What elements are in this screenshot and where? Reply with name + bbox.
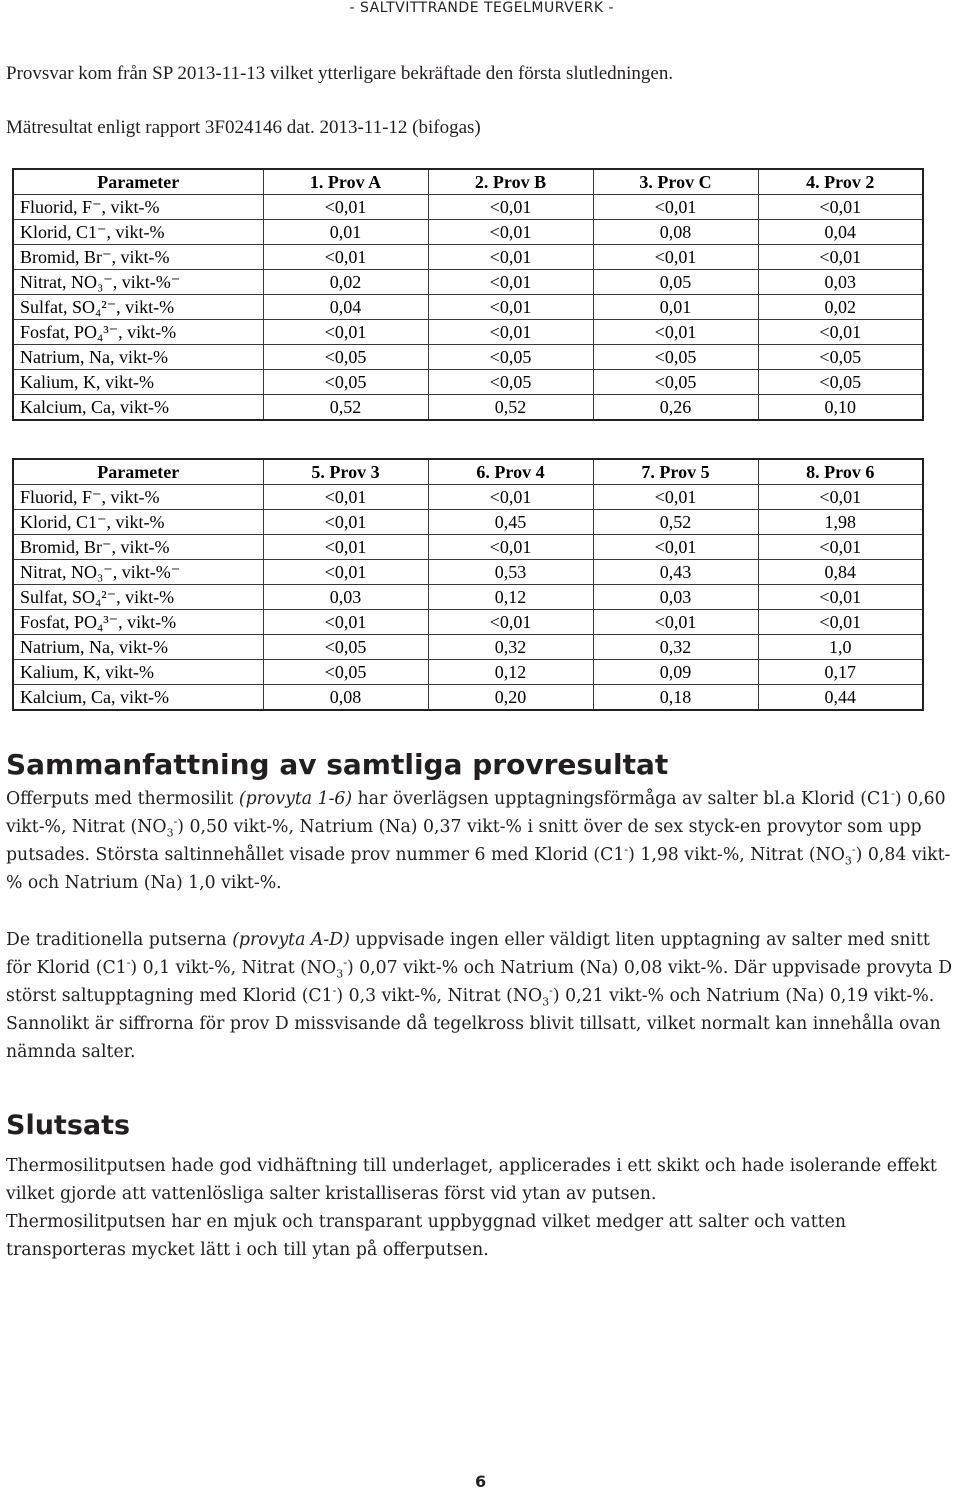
value-cell: 0,04 [758,220,923,245]
value-cell: 0,10 [758,395,923,421]
value-cell: 0,44 [758,685,923,711]
parameter-cell: Kalium, K, vikt-% [13,370,263,395]
parameter-cell: Kalcium, Ca, vikt-% [13,685,263,711]
value-cell: <0,01 [428,245,593,270]
table-row [13,685,923,711]
value-cell: 0,05 [593,270,758,295]
value-cell: <0,01 [428,610,593,635]
table-row [13,295,923,320]
value-cell: <0,01 [428,295,593,320]
parameter-cell: Klorid, C1⁻, vikt-% [13,220,263,245]
column-header-sample: 4. Prov 2 [758,169,923,195]
value-cell: <0,01 [758,535,923,560]
running-header: - SALTVITTRANDE TEGELMURVERK - [349,0,614,16]
value-cell: <0,01 [593,535,758,560]
parameter-cell: Fosfat, PO₄³⁻, vikt-% [13,320,263,345]
value-cell: <0,01 [263,610,428,635]
table-header-row [13,459,923,485]
value-cell: <0,05 [428,345,593,370]
value-cell: <0,05 [758,345,923,370]
table-row [13,220,923,245]
value-cell: <0,05 [263,345,428,370]
value-cell: 0,02 [758,295,923,320]
value-cell: 0,02 [263,270,428,295]
page-number: 6 [475,1472,487,1491]
value-cell: <0,01 [263,560,428,585]
value-cell: <0,01 [758,610,923,635]
results-table-2 [12,458,924,711]
conclusion-paragraph-2: Thermosilitputsen har en mjuk och transparant uppbyggnad vilket medger att salter och vatten transporteras mycket lätt i och till ytan på offerputsen. [6,1212,846,1260]
table-row [13,535,923,560]
table-header-row [13,169,923,195]
value-cell: <0,01 [428,320,593,345]
intro-line-1: Provsvar kom från SP 2013-11-13 vilket ytterligare bekräftade den första slutledningen. [6,63,674,84]
value-cell: 0,52 [593,510,758,535]
value-cell: <0,05 [758,370,923,395]
table-row [13,660,923,685]
value-cell: 0,45 [428,510,593,535]
value-cell: <0,01 [428,270,593,295]
column-header-sample: 5. Prov 3 [263,459,428,485]
parameter-cell: Nitrat, NO₃⁻, vikt-%⁻ [13,270,263,295]
table-row [13,560,923,585]
parameter-cell: Bromid, Br⁻, vikt-% [13,535,263,560]
parameter-cell: Fluorid, F⁻, vikt-% [13,195,263,220]
value-cell: <0,01 [263,485,428,510]
value-cell: 1,98 [758,510,923,535]
summary-heading: Sammanfattning av samtliga provresultat [6,748,669,781]
parameter-cell: Fluorid, F⁻, vikt-% [13,485,263,510]
value-cell: 1,0 [758,635,923,660]
intro-line-2: Mätresultat enligt rapport 3F024146 dat. 2013-11-12 (bifogas) [6,117,481,138]
value-cell: 0,08 [263,685,428,711]
value-cell: 0,32 [428,635,593,660]
value-cell: 0,12 [428,660,593,685]
parameter-cell: Natrium, Na, vikt-% [13,345,263,370]
value-cell: 0,12 [428,585,593,610]
value-cell: <0,01 [758,195,923,220]
table-row [13,320,923,345]
parameter-cell: Kalium, K, vikt-% [13,660,263,685]
conclusion-heading: Slutsats [6,1110,131,1141]
parameter-cell: Klorid, C1⁻, vikt-% [13,510,263,535]
parameter-cell: Bromid, Br⁻, vikt-% [13,245,263,270]
value-cell: <0,01 [263,195,428,220]
column-header-sample: 3. Prov C [593,169,758,195]
value-cell: <0,01 [263,245,428,270]
column-header-sample: 2. Prov B [428,169,593,195]
value-cell: <0,01 [593,245,758,270]
value-cell: 0,03 [263,585,428,610]
value-cell: 0,03 [593,585,758,610]
value-cell: <0,01 [593,485,758,510]
value-cell: 0,04 [263,295,428,320]
table-row [13,245,923,270]
value-cell: 0,08 [593,220,758,245]
value-cell: 0,52 [263,395,428,421]
table-row [13,635,923,660]
column-header-sample: 1. Prov A [263,169,428,195]
value-cell: <0,05 [428,370,593,395]
column-header-sample: 8. Prov 6 [758,459,923,485]
column-header-sample: 7. Prov 5 [593,459,758,485]
value-cell: 0,01 [263,220,428,245]
conclusion-paragraph-1: Thermosilitputsen hade god vidhäftning till underlaget, applicerades i ett skikt och hade isolerande effekt vilket gjorde att vattenlösliga salter kristalliseras först vid ytan av putsen. [6,1156,937,1204]
column-header-parameter: Parameter [13,169,263,195]
value-cell: <0,05 [263,370,428,395]
value-cell: <0,01 [593,610,758,635]
parameter-cell: Natrium, Na, vikt-% [13,635,263,660]
table-row [13,485,923,510]
value-cell: <0,01 [593,195,758,220]
value-cell: 0,32 [593,635,758,660]
value-cell: <0,05 [263,635,428,660]
table-row [13,395,923,421]
value-cell: <0,01 [263,320,428,345]
value-cell: 0,26 [593,395,758,421]
value-cell: 0,43 [593,560,758,585]
value-cell: <0,05 [593,370,758,395]
table-row [13,345,923,370]
value-cell: <0,01 [428,220,593,245]
value-cell: 0,09 [593,660,758,685]
value-cell: 0,84 [758,560,923,585]
value-cell: <0,01 [428,535,593,560]
column-header-parameter: Parameter [13,459,263,485]
value-cell: <0,01 [263,535,428,560]
table-row [13,370,923,395]
table-row [13,585,923,610]
value-cell: 0,52 [428,395,593,421]
value-cell: <0,01 [758,585,923,610]
parameter-cell: Sulfat, SO₄²⁻, vikt-% [13,295,263,320]
value-cell: 0,01 [593,295,758,320]
value-cell: <0,05 [263,660,428,685]
value-cell: 0,03 [758,270,923,295]
table-row [13,195,923,220]
value-cell: 0,53 [428,560,593,585]
results-table-1 [12,168,924,421]
table-row [13,270,923,295]
value-cell: <0,01 [758,245,923,270]
conclusion-text [6,1152,956,1264]
summary-paragraph-1: Offerputs med thermosilit (provyta 1-6) har överlägsen upptagningsförmåga av salter bl.a Klorid (C1-) 0,60 vikt-%, Nitrat $(NO_3^-)$ 0,50 vikt-%, Natrium (Na) 0,37 vikt-% i snitt över de sex styck-en provytor som upp putsades. Största saltinnehållet visade prov nummer 6 med Klorid (C1-) 1,98 vikt-%, Nitrat $(NO_3^-)$ 0,84 vikt-% och Natrium (Na) 1,0 vikt-%. [6,787,951,893]
table-row [13,610,923,635]
value-cell: 0,20 [428,685,593,711]
value-cell: <0,05 [593,345,758,370]
parameter-cell: Kalcium, Ca, vikt-% [13,395,263,421]
value-cell: <0,01 [263,510,428,535]
parameter-cell: Nitrat, NO₃⁻, vikt-%⁻ [13,560,263,585]
table-row [13,510,923,535]
value-cell: <0,01 [758,485,923,510]
value-cell: <0,01 [428,485,593,510]
parameter-cell: Fosfat, PO₄³⁻, vikt-% [13,610,263,635]
value-cell: 0,17 [758,660,923,685]
value-cell: <0,01 [593,320,758,345]
column-header-sample: 6. Prov 4 [428,459,593,485]
value-cell: 0,18 [593,685,758,711]
value-cell: <0,01 [758,320,923,345]
parameter-cell: Sulfat, SO₄²⁻, vikt-% [13,585,263,610]
summary-paragraph-2: De traditionella putserna (provyta A-D) uppvisade ingen eller väldigt liten upptagning av salter med snitt för Klorid (C1-) 0,1 vikt-%, Nitrat $(NO_3^-)$ 0,07 vikt-% och Natrium (Na) 0,08 vikt-%. Där uppvisade provyta D störst saltupptagning med Klorid (C1-) 0,3 vikt-%, Nitrat $(NO_3^-)$ 0,21 vikt-% och Natrium (Na) 0,19 vikt-%. Sannolikt är siffrorna för prov D missvisande då tegelkross blivit tillsatt, vilket normalt kan innehålla ovan nämnda salter. [6,930,953,1062]
value-cell: <0,01 [428,195,593,220]
